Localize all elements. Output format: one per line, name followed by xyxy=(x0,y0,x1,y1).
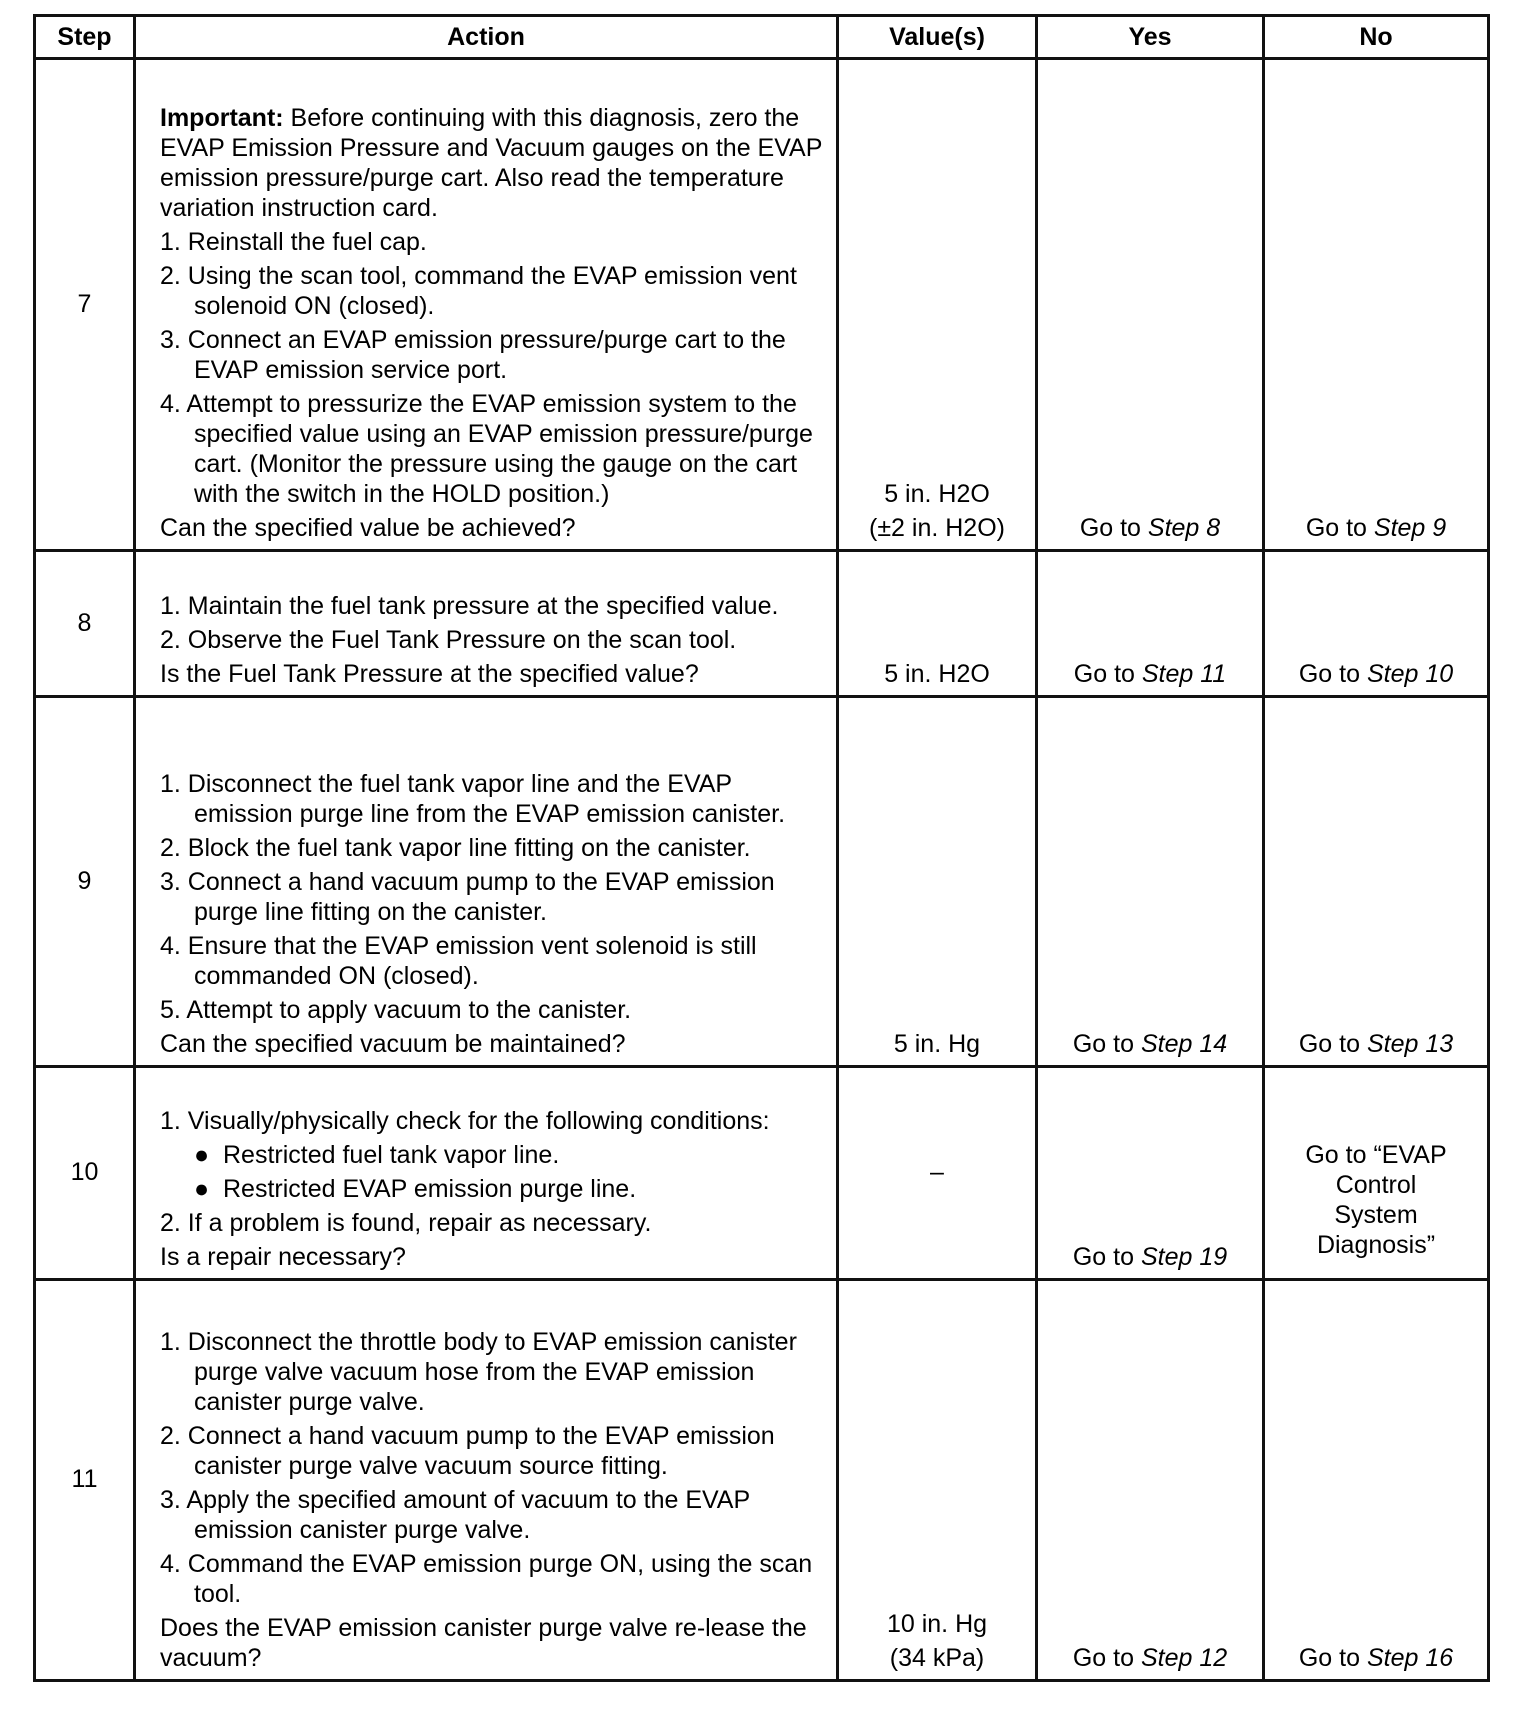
action-item: 2. Using the scan tool, command the EVAP emission vent solenoid ON (closed). xyxy=(160,262,797,320)
action-item: 1. Maintain the fuel tank pressure at the specified value. xyxy=(160,592,779,620)
yes-prefix: Go to xyxy=(1072,1243,1141,1271)
value-cell: 5 in. Hg xyxy=(838,697,1037,1067)
action-item: 1. Disconnect the throttle body to EVAP emission canister purge valve vacuum hose from the EVAP emission canister purge valve. xyxy=(160,1328,797,1416)
value-metric: (34 kPa) xyxy=(889,1644,985,1672)
action-item: 4. Ensure that the EVAP emission vent solenoid is still commanded ON (closed). xyxy=(160,932,757,990)
yes-step-link[interactable]: Step 11 xyxy=(1141,660,1227,688)
value-cell xyxy=(838,59,1037,551)
action-item: 2. Block the fuel tank vapor line fitting on the canister. xyxy=(160,834,751,862)
action-item: 3. Apply the specified amount of vacuum to the EVAP emission canister purge valve. xyxy=(160,1486,750,1544)
no-cell xyxy=(1264,59,1489,551)
no-step-link[interactable]: Step 13 xyxy=(1366,1030,1454,1058)
action-item: 1. Disconnect the fuel tank vapor line and the EVAP emission purge line from the EVAP emission canister. xyxy=(160,770,786,828)
action-item: 2. If a problem is found, repair as necessary. xyxy=(160,1209,652,1237)
action-question: Can the specified vacuum be maintained? xyxy=(160,1030,626,1058)
no-step-link[interactable]: Step 16 xyxy=(1366,1644,1454,1672)
yes-prefix: Go to xyxy=(1072,1030,1141,1058)
action-cell xyxy=(135,551,838,697)
action-question: Is the Fuel Tank Pressure at the specified value? xyxy=(160,660,699,688)
value-tolerance: (±2 in. H2O) xyxy=(869,514,1005,542)
no-prefix: Go to xyxy=(1305,514,1374,542)
action-item: 4. Attempt to pressurize the EVAP emission system to the specified value using an EVAP emission pressure/purge cart. (Monitor the pressure using the gauge on the cart with the switch in the HOLD position.) xyxy=(160,390,813,508)
bullet-icon: ● xyxy=(194,1175,223,1203)
action-question: Is a repair necessary? xyxy=(160,1243,406,1271)
action-cell xyxy=(135,1067,838,1280)
important-note xyxy=(160,103,828,223)
bullet-text: Restricted EVAP emission purge line. xyxy=(223,1175,637,1203)
action-item: 2. Connect a hand vacuum pump to the EVAP emission canister purge valve vacuum source fitting. xyxy=(160,1422,775,1480)
yes-prefix: Go to xyxy=(1072,1644,1141,1672)
yes-prefix: Go to xyxy=(1079,514,1148,542)
no-step-link[interactable]: Step 9 xyxy=(1373,514,1447,542)
action-cell xyxy=(135,1280,838,1681)
yes-cell xyxy=(1037,1067,1264,1280)
value-line: 5 in. H2O xyxy=(884,480,990,508)
action-item: 3. Connect a hand vacuum pump to the EVAP emission purge line fitting on the canister. xyxy=(160,868,775,926)
yes-step-link[interactable]: Step 19 xyxy=(1140,1243,1228,1271)
action-item: 1. Reinstall the fuel cap. xyxy=(160,228,427,256)
value-cell: – xyxy=(838,1067,1037,1280)
no-prefix: Go to xyxy=(1298,1030,1367,1058)
important-text: Before continuing with this diagnosis, zero the EVAP Emission Pressure and Vacuum gauges on the EVAP emission pressure/purge cart. Also read the temperature variation instruction card. xyxy=(160,104,822,222)
yes-step-link[interactable]: Step 8 xyxy=(1147,514,1221,542)
no-step-link[interactable]: Step 10 xyxy=(1366,660,1454,688)
yes-prefix: Go to xyxy=(1073,660,1142,688)
diagnostic-table xyxy=(33,14,1490,1682)
yes-cell xyxy=(1037,59,1264,551)
header-yes: Yes xyxy=(1037,16,1264,59)
table-row xyxy=(35,59,1489,551)
header-action: Action xyxy=(135,16,838,59)
yes-step-link[interactable]: Step 12 xyxy=(1140,1644,1228,1672)
no-cell xyxy=(1264,1280,1489,1681)
action-cell xyxy=(135,697,838,1067)
bullet-item xyxy=(160,1140,828,1170)
yes-cell xyxy=(1037,551,1264,697)
value-cell: 5 in. H2O xyxy=(838,551,1037,697)
bullet-icon: ● xyxy=(194,1141,223,1169)
action-item: 2. Observe the Fuel Tank Pressure on the scan tool. xyxy=(160,626,737,654)
step-number: 8 xyxy=(35,551,135,697)
yes-cell xyxy=(1037,697,1264,1067)
action-item: 3. Connect an EVAP emission pressure/purge cart to the EVAP emission service port. xyxy=(160,326,786,384)
yes-step-link[interactable]: Step 14 xyxy=(1140,1030,1228,1058)
important-label: Important: xyxy=(160,104,284,132)
header-values: Value(s) xyxy=(838,16,1037,59)
no-cell[interactable]: Go to “EVAP Control System Diagnosis” xyxy=(1264,1067,1489,1280)
action-item: 4. Command the EVAP emission purge ON, using the scan tool. xyxy=(160,1550,813,1608)
no-cell xyxy=(1264,551,1489,697)
action-question: Does the EVAP emission canister purge valve re-lease the vacuum? xyxy=(160,1614,807,1672)
table-row xyxy=(35,697,1489,1067)
bullet-text: Restricted fuel tank vapor line. xyxy=(223,1141,560,1169)
action-cell xyxy=(135,59,838,551)
value-line: 10 in. Hg xyxy=(886,1610,988,1638)
value-cell xyxy=(838,1280,1037,1681)
no-cell xyxy=(1264,697,1489,1067)
header-no: No xyxy=(1264,16,1489,59)
no-prefix: Go to xyxy=(1298,660,1367,688)
step-number: 7 xyxy=(35,59,135,551)
header-step: Step xyxy=(35,16,135,59)
table-row xyxy=(35,551,1489,697)
table-row xyxy=(35,1067,1489,1280)
step-number: 9 xyxy=(35,697,135,1067)
action-item: 5. Attempt to apply vacuum to the canister. xyxy=(160,996,632,1024)
no-prefix: Go to xyxy=(1298,1644,1367,1672)
yes-cell xyxy=(1037,1280,1264,1681)
step-number: 10 xyxy=(35,1067,135,1280)
action-question: Can the specified value be achieved? xyxy=(160,514,576,542)
table-row xyxy=(35,1280,1489,1681)
bullet-item xyxy=(160,1174,828,1204)
step-number: 11 xyxy=(35,1280,135,1681)
header-row xyxy=(35,16,1489,59)
action-item: 1. Visually/physically check for the following conditions: xyxy=(160,1107,770,1135)
